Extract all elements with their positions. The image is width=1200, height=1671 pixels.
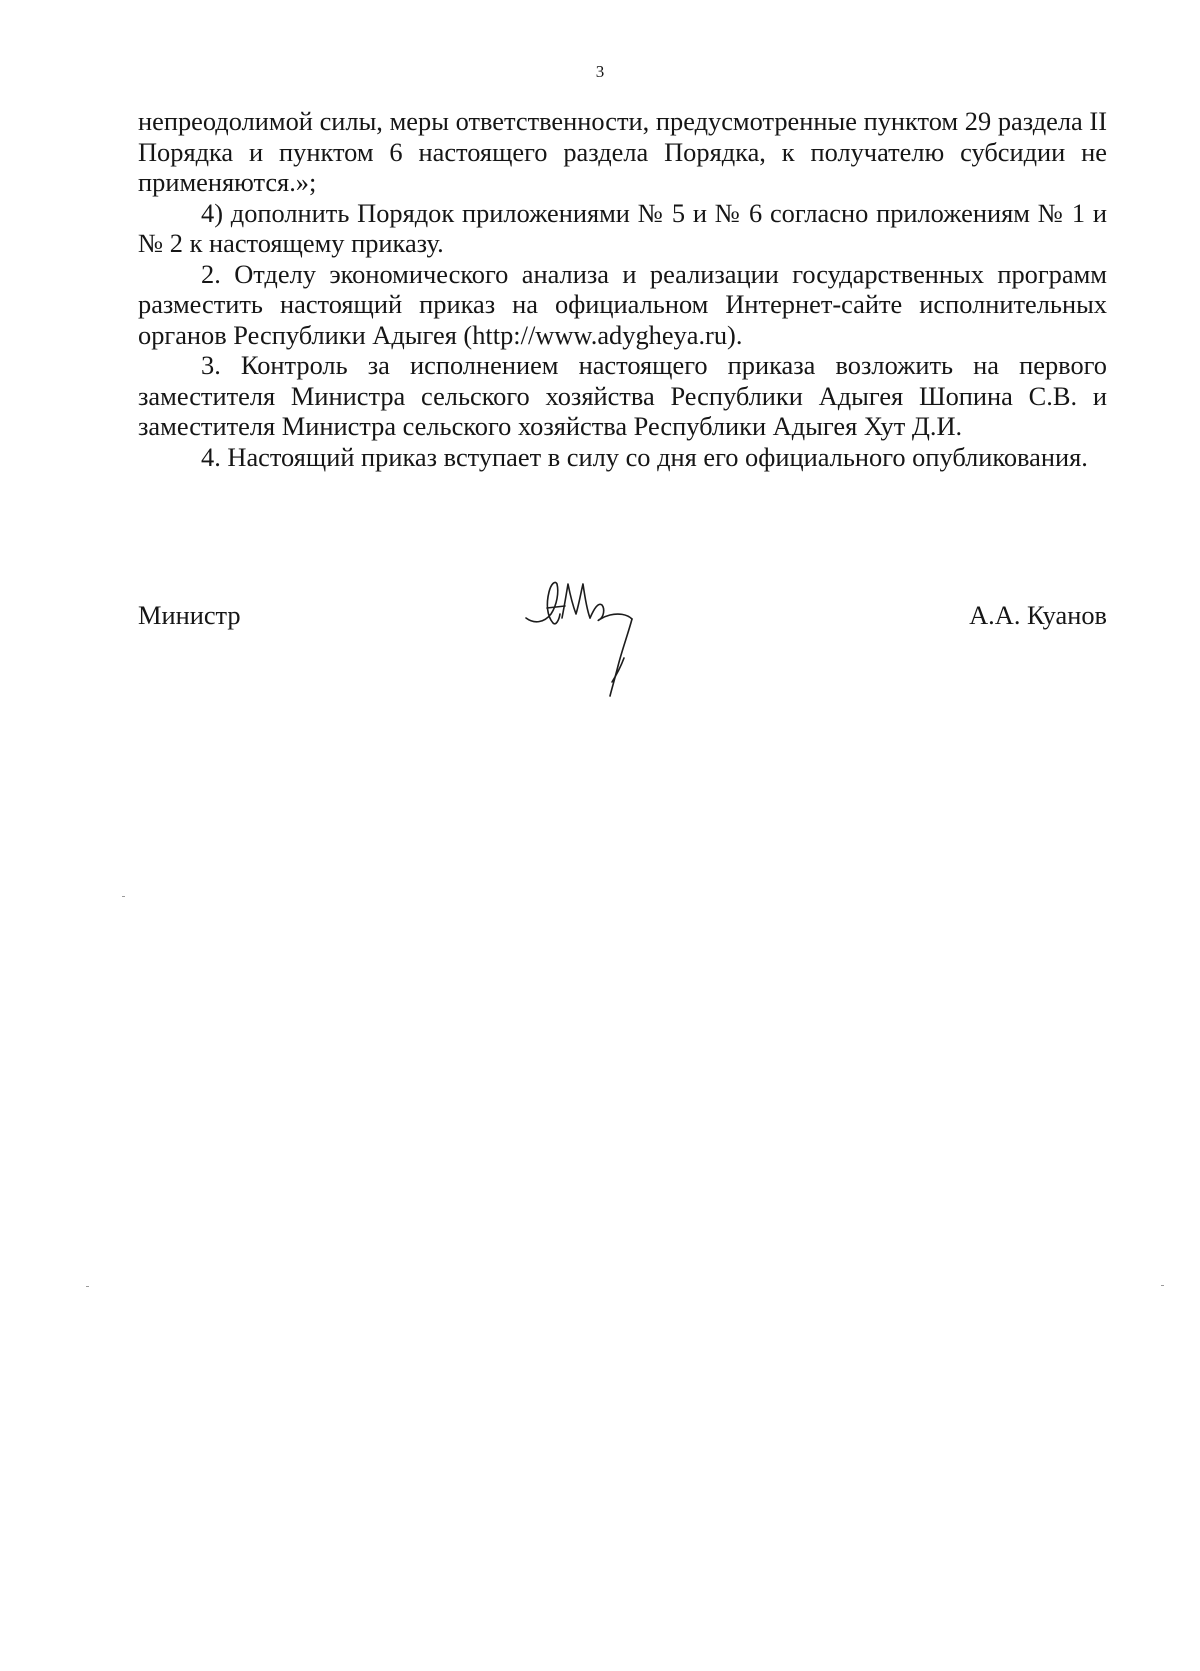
signatory-name: А.А. Куанов — [969, 600, 1107, 630]
paragraph-point-2: 2. Отделу экономического анализа и реализации государственных программ разместить настоящий приказ на официальном Интернет-сайте исполнительных органов Республики Адыгея (http://www.adygheya.ru). — [138, 258, 1107, 350]
scan-speck — [122, 896, 125, 897]
scan-speck — [1161, 1285, 1164, 1286]
document-body — [138, 106, 1107, 472]
paragraph-continuation: непреодолимой силы, меры ответственности, предусмотренные пунктом 29 раздела II Порядка и пунктом 6 настоящего раздела Порядка, к получателю субсидии не применяются.»; — [138, 106, 1107, 197]
paragraph-point-3: 3. Контроль за исполнением настоящего приказа возложить на первого заместителя Министра сельского хозяйства Республики Адыгея Шопина С.В. и заместителя Министра сельского хозяйства Республики Адыгея Хут Д.И. — [138, 350, 1107, 441]
page-number: 3 — [595, 62, 605, 81]
signatory-title: Министр — [138, 600, 241, 630]
scan-speck — [86, 1286, 89, 1287]
handwritten-signature — [520, 578, 680, 708]
paragraph-item-4: 4) дополнить Порядок приложениями № 5 и № 6 согласно приложениям № 1 и № 2 к настоящему приказу. — [138, 197, 1107, 258]
paragraph-point-4: 4. Настоящий приказ вступает в силу со дня его официального опубликования. — [201, 441, 1088, 472]
